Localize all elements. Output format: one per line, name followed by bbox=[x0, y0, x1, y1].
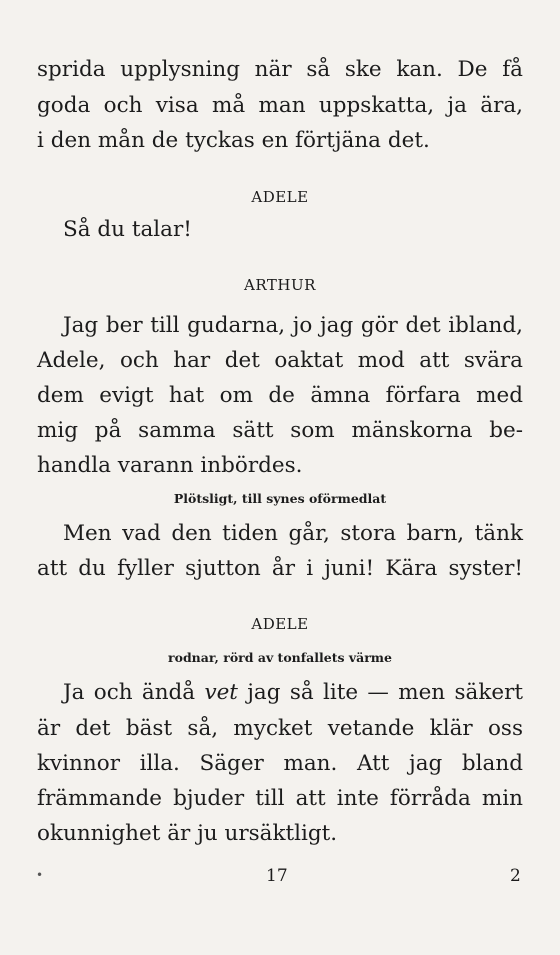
stage-direction: rodnar, rörd av tonfallets värme bbox=[168, 650, 392, 665]
text-line: dem evigt hat om de ämna förfara med bbox=[37, 383, 523, 408]
text-line: Så du talar! bbox=[63, 217, 192, 242]
speaker-name: ADELE bbox=[251, 188, 309, 206]
text-line bbox=[37, 682, 523, 704]
text-line: mig på samma sätt som mänskorna be- bbox=[37, 418, 523, 443]
text-segment: Ja och ändå bbox=[63, 680, 205, 705]
text-line: Jag ber till gudarna, jo jag gör det ibland, bbox=[63, 313, 523, 338]
stage-direction: Plötsligt, till synes oförmedlat bbox=[173, 491, 387, 506]
speaker-name: ADELE bbox=[251, 615, 309, 633]
text-line: att du fyller sjutton år i juni! Kära syster! bbox=[37, 556, 523, 581]
text-line: handla varann inbördes. bbox=[37, 453, 303, 478]
emphasized-word: vet bbox=[204, 680, 238, 705]
page-number: 17 bbox=[266, 866, 288, 886]
text-line: i den mån de tyckas en förtjäna det. bbox=[37, 128, 430, 153]
text-line: sprida upplysning när så ske kan. De få bbox=[37, 57, 523, 82]
text-line: är det bäst så, mycket vetande klär oss bbox=[37, 716, 523, 741]
text-segment: jag så lite — men säkert bbox=[237, 680, 523, 705]
text-line: främmande bjuder till att inte förråda min bbox=[37, 786, 523, 811]
text-line: Adele, och har det oaktat mod att svära bbox=[37, 348, 523, 373]
text-line: goda och visa må man uppskatta, ja ära, bbox=[37, 93, 523, 118]
speaker-name: ARTHUR bbox=[244, 276, 316, 294]
printers-mark: • bbox=[36, 868, 44, 882]
signature-mark: 2 bbox=[510, 866, 521, 886]
text-line: Men vad den tiden går, stora barn, tänk bbox=[63, 521, 523, 546]
text-line: kvinnor illa. Säger man. Att jag bland bbox=[37, 751, 523, 776]
text-line: okunnighet är ju ursäktligt. bbox=[37, 821, 338, 846]
